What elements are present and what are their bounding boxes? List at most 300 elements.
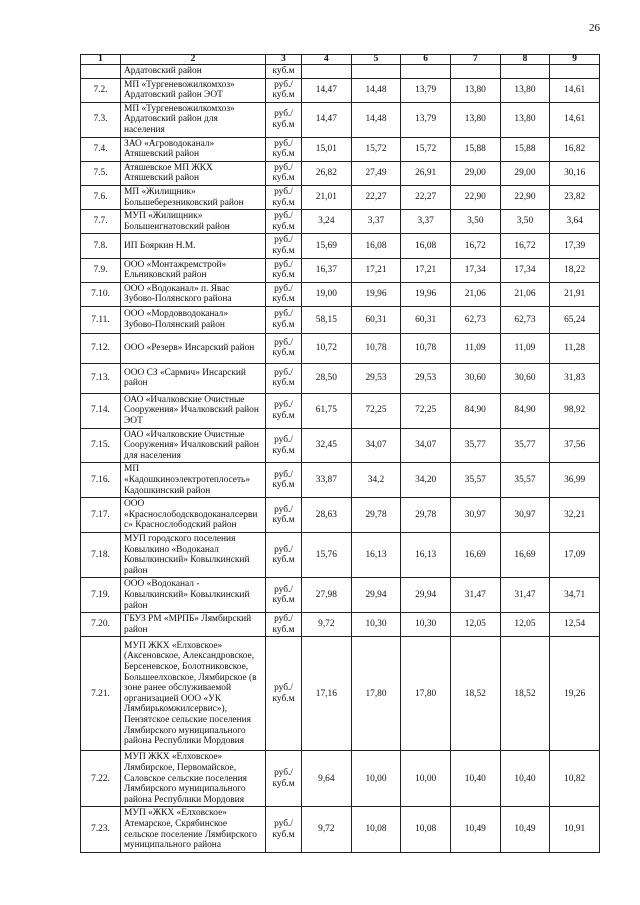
row-number-cell-text: 7.15. [91,440,110,451]
tariff-value-cell-text: 11,09 [464,343,486,354]
row-number-cell-text: 7.17. [91,509,110,520]
tariff-value-cell-text: 13,80 [464,84,486,95]
organization-cell [121,393,266,428]
tariff-value-cell-text: 14,47 [315,114,337,125]
tariff-value-cell [500,306,550,333]
tariff-value-cell-text: 10,72 [315,343,337,354]
tariff-value-cell [550,751,600,807]
tariff-value-cell [500,393,550,428]
row-number-cell [81,578,121,613]
tariff-value-cell-text: 62,73 [464,314,486,325]
table-row [81,363,600,393]
tariff-value-cell-text: 17,34 [464,264,486,275]
tariff-value-cell [450,498,500,533]
unit-cell [266,333,302,363]
row-number-cell [81,185,121,209]
tariff-value-cell-text: 13,79 [415,114,437,125]
tariff-value-cell [450,613,500,637]
tariff-value-cell [550,463,600,498]
unit-cell [266,533,302,578]
tariff-value-cell-text: 62,73 [514,314,536,325]
tariff-value-cell [450,393,500,428]
unit-cell [266,613,302,637]
table-row [81,533,600,578]
tariff-value-cell-text: 22,27 [365,192,387,203]
unit-cell [266,102,302,137]
row-number-cell-text: 7.10. [91,288,110,299]
row-number-cell-text: 7.7. [93,216,108,227]
tariff-value-cell [302,65,352,79]
row-number-cell [81,258,121,282]
tariff-value-cell [302,751,352,807]
unit-cell-text: руб./ куб.м [272,235,295,256]
tariff-value-cell-text: 28,50 [315,373,337,384]
row-number-cell-text: 7.14. [91,405,110,416]
table-row [81,65,600,79]
tariff-value-cell-text: 10,30 [365,619,387,630]
tariff-value-cell [450,102,500,137]
tariff-value-cell [401,533,451,578]
tariff-value-cell [302,393,352,428]
tariff-value-cell [302,637,352,751]
header-cell: 4 [302,55,352,65]
unit-cell [266,637,302,751]
tariff-value-cell-text: 10,30 [415,619,437,630]
tariff-value-cell [302,533,352,578]
tariff-value-cell-text: 60,31 [365,314,387,325]
tariff-value-cell-text: 36,99 [564,475,586,486]
tariff-value-cell [401,282,451,306]
tariff-value-cell [550,498,600,533]
tariff-value-cell [302,78,352,102]
tariff-value-cell-text: 10,49 [464,824,486,835]
table-row [81,306,600,333]
tariff-value-cell [302,185,352,209]
header-cell: 5 [351,55,401,65]
row-number-cell [81,498,121,533]
table-row [81,637,600,751]
tariff-value-cell-text: 18,52 [464,688,486,699]
tariff-value-cell [550,533,600,578]
tariff-value-cell-text: 72,25 [365,405,387,416]
table-row [81,333,600,363]
tariff-value-cell [401,463,451,498]
unit-cell-text: руб./ куб.м [272,259,295,281]
tariff-value-cell [351,234,401,258]
organization-cell [121,363,266,393]
tariff-value-cell [351,258,401,282]
tariff-value-cell [550,258,600,282]
tariff-value-cell-text: 16,72 [464,240,486,251]
tariff-value-cell-text: 98,92 [564,405,586,416]
tariff-value-cell-text: 35,77 [464,440,486,451]
tariff-value-cell [550,234,600,258]
tariff-value-cell-text: 61,75 [315,405,337,416]
header-cell: 9 [550,55,600,65]
unit-cell-text: руб./ куб.м [272,162,295,184]
tariff-value-cell-text: 34,07 [365,440,387,451]
organization-cell-text: МУП городского поселения Ковылкино «Водоканал Ковылкинский» Ковылкинский район [124,534,250,576]
organization-cell [121,463,266,498]
tariff-value-cell-text: 21,06 [514,288,536,299]
organization-cell-text: ЗАО «Агроводоканал» Атяшевский район [124,138,215,160]
unit-cell-text: руб./ куб.м [272,138,295,160]
tariff-value-cell [550,333,600,363]
row-number-cell [81,533,121,578]
tariff-value-cell-text: 29,00 [464,168,486,179]
tariff-value-cell-text: 17,16 [315,688,337,699]
organization-cell-text: ООО «Мордовводоканал» Зубово-Полянский район [124,309,229,330]
row-number-cell [81,333,121,363]
unit-cell [266,807,302,852]
tariff-value-cell-text: 16,69 [514,549,536,560]
tariff-value-cell [351,428,401,463]
header-cell: 3 [266,55,302,65]
tariff-value-cell [450,65,500,79]
unit-cell [266,428,302,463]
row-number-cell [81,210,121,234]
tariff-value-cell [401,428,451,463]
row-number-cell-text: 7.12. [91,343,110,354]
row-number-cell [81,751,121,807]
table-row [81,234,600,258]
organization-cell [121,637,266,751]
tariff-value-cell-text: 11,28 [564,343,586,354]
row-number-cell-text: 7.3. [93,114,108,125]
row-number-cell-text: 7.13. [91,373,110,384]
tariff-value-cell [351,637,401,751]
row-number-cell [81,234,121,258]
tariff-value-cell [550,78,600,102]
tariff-value-cell [302,282,352,306]
tariff-value-cell [550,185,600,209]
tariff-value-cell [500,137,550,161]
organization-cell [121,210,266,234]
unit-cell-text: руб./ куб.м [272,434,295,456]
tariff-value-cell-text: 16,13 [415,549,437,560]
tariff-value-cell [500,613,550,637]
tariff-value-cell-text: 13,80 [464,114,486,125]
tariff-value-cell [302,210,352,234]
organization-cell [121,282,266,306]
organization-cell-text: МУП «Жилищник» Большеигнатовский район [124,211,230,232]
tariff-value-cell [401,185,451,209]
tariff-value-cell [450,234,500,258]
tariff-value-cell [450,210,500,234]
tariff-value-cell-text: 22,27 [415,192,437,203]
tariff-value-cell-text: 23,82 [564,192,586,203]
tariff-value-cell-text: 14,61 [564,114,586,125]
tariff-value-cell-text: 34,07 [415,440,437,451]
tariff-value-cell [500,637,550,751]
tariff-value-cell [500,751,550,807]
tariff-value-cell-text: 29,53 [365,373,387,384]
row-number-cell-text: 7.23. [91,824,110,835]
tariff-value-cell [302,102,352,137]
unit-cell [266,751,302,807]
tariff-value-cell-text: 33,87 [315,475,337,486]
row-number-cell [81,637,121,751]
tariff-value-cell [550,102,600,137]
row-number-cell [81,613,121,637]
tariff-value-cell-text: 17,80 [365,688,387,699]
tariff-value-cell-text: 17,80 [415,688,437,699]
tariff-value-cell [351,613,401,637]
unit-cell-text: руб./ куб.м [272,504,295,526]
tariff-value-cell-text: 15,69 [315,240,337,251]
tariff-value-cell-text: 31,83 [564,373,586,384]
unit-cell-text: руб./ куб.м [272,283,295,305]
tariff-value-cell [500,102,550,137]
row-number-cell-text: 7.2. [93,84,108,95]
row-number-cell [81,282,121,306]
tariff-value-cell-text: 15,76 [315,549,337,560]
row-number-cell-text: 7.22. [91,773,110,784]
tariff-value-cell [450,578,500,613]
tariff-value-cell [500,185,550,209]
tariff-value-cell [401,65,451,79]
row-number-cell-text: 7.16. [91,475,110,486]
unit-cell [266,258,302,282]
tariff-value-cell [550,306,600,333]
organization-cell-text: ООО СЗ «Сармич» Инсарский район [124,367,246,389]
row-number-cell-text: 7.6. [93,192,108,203]
table-row [81,185,600,209]
unit-cell [266,137,302,161]
tariff-value-cell [302,363,352,393]
tariff-value-cell [550,428,600,463]
row-number-cell-text: 7.18. [91,549,110,560]
organization-cell-text: ООО «Резерв» Инсарский район [124,343,255,354]
tariff-value-cell [401,306,451,333]
tariff-value-cell [550,578,600,613]
tariff-value-cell [550,137,600,161]
organization-cell-text: ООО «Водоканал» п. Явас Зубово-Полянского района [124,283,232,305]
tariff-value-cell [351,333,401,363]
organization-cell [121,185,266,209]
unit-cell [266,393,302,428]
tariff-value-cell [351,185,401,209]
tariff-value-cell-text: 84,90 [464,405,486,416]
organization-cell [121,578,266,613]
tariff-value-cell-text: 15,72 [415,143,437,154]
tariff-value-cell-text: 65,24 [564,314,586,325]
row-number-cell-text: 7.5. [93,168,108,179]
row-number-cell [81,78,121,102]
tariff-value-cell-text: 16,08 [365,240,387,251]
tariff-value-cell [351,102,401,137]
tariff-value-cell [450,428,500,463]
row-number-cell [81,137,121,161]
tariff-value-cell [500,78,550,102]
tariff-value-cell [351,393,401,428]
tariff-value-cell-text: 21,06 [464,288,486,299]
tariff-value-cell-text: 9,72 [318,824,335,835]
unit-cell [266,65,302,79]
tariff-value-cell [401,234,451,258]
tariff-value-cell [302,161,352,185]
tariff-value-cell [401,613,451,637]
tariff-value-cell-text: 16,69 [464,549,486,560]
tariff-value-cell [401,751,451,807]
organization-cell-text: МУП ЖКХ «Елховское» (Аксеновское, Александровское, Берсеневское, Болотниковское, Большеелховское, Лямбирское (в зоне ранее обслуживаемой организацией ООО «УК Лямбирькомжилсервис»), Пензятское сельские поселения Лямбирского муниципального района Республики Мордовия [124,640,257,747]
tariff-value-cell [401,137,451,161]
tariff-value-cell-text: 34,2 [367,475,385,486]
tariff-value-cell-text: 29,94 [415,589,437,600]
tariff-value-cell [550,282,600,306]
tariff-value-cell [401,637,451,751]
unit-cell-text: руб./ куб.м [272,400,295,421]
tariff-value-cell-text: 15,01 [315,143,337,154]
tariff-value-cell [302,306,352,333]
tariff-value-cell [500,463,550,498]
tariff-value-cell [450,637,500,751]
unit-cell [266,363,302,393]
tariff-value-cell [351,751,401,807]
tariff-value-cell-text: 10,08 [365,824,387,835]
tariff-value-cell [500,65,550,79]
unit-cell-text: руб./ куб.м [272,337,295,359]
tariff-value-cell [351,533,401,578]
organization-cell [121,78,266,102]
tariff-value-cell [550,637,600,751]
tariff-value-cell [351,498,401,533]
table-row [81,393,600,428]
organization-cell [121,258,266,282]
header-cell: 8 [500,55,550,65]
organization-cell [121,807,266,852]
tariff-value-cell [450,463,500,498]
tariff-value-cell-text: 84,90 [514,405,536,416]
tariff-value-cell-text: 18,22 [564,264,586,275]
tariff-value-cell-text: 3,37 [367,216,385,227]
tariff-value-cell-text: 16,13 [365,549,387,560]
tariff-value-cell [500,363,550,393]
tariff-value-cell [401,498,451,533]
unit-cell-text: руб./ куб.м [272,544,295,566]
tariff-value-cell [302,258,352,282]
tariff-value-cell [401,807,451,852]
tariff-value-cell [401,333,451,363]
table-row [81,210,600,234]
tariff-value-cell-text: 3,24 [318,216,335,227]
tariff-value-cell [401,393,451,428]
tariff-value-cell-text: 26,82 [315,168,337,179]
unit-cell [266,185,302,209]
organization-cell-text: МП «Жилищник» Большеберезниковский район [124,186,244,208]
tariff-value-cell [302,234,352,258]
organization-cell [121,137,266,161]
tariff-value-cell-text: 31,47 [514,589,536,600]
tariff-value-cell [351,210,401,234]
tariff-value-cell-text: 13,80 [514,114,536,125]
tariff-value-cell-text: 17,39 [564,240,586,251]
tariff-value-cell-text: 19,96 [415,288,437,299]
unit-cell-text: руб./ куб.м [272,469,295,491]
tariff-value-cell-text: 32,45 [315,440,337,451]
header-cell: 6 [401,55,451,65]
tariff-value-cell-text: 58,15 [315,314,337,325]
unit-cell-text: руб./ куб.м [272,683,295,704]
tariff-value-cell [351,363,401,393]
organization-cell [121,498,266,533]
tariff-value-cell-text: 17,34 [514,264,536,275]
unit-cell-text: руб./ куб.м [272,309,295,330]
unit-cell [266,463,302,498]
tariff-value-cell-text: 26,91 [415,168,437,179]
tariff-value-cell-text: 21,01 [315,192,337,203]
table-row [81,282,600,306]
tariff-value-cell-text: 13,80 [514,84,536,95]
tariff-value-cell [401,78,451,102]
tariff-value-cell [401,102,451,137]
tariff-value-cell-text: 31,47 [464,589,486,600]
tariff-value-cell [500,498,550,533]
tariff-value-cell-text: 35,57 [514,475,536,486]
tariff-value-cell-text: 60,31 [415,314,437,325]
tariff-value-cell [500,234,550,258]
tariff-value-cell-text: 29,78 [415,509,437,520]
tariff-value-cell-text: 10,40 [464,773,486,784]
tariff-value-cell-text: 30,97 [514,509,536,520]
tariff-value-cell [500,533,550,578]
organization-cell [121,751,266,807]
tariff-value-cell-text: 29,78 [365,509,387,520]
unit-cell-text: руб./ куб.м [272,768,295,789]
unit-cell [266,161,302,185]
tariff-value-cell [500,282,550,306]
tariff-value-cell [550,65,600,79]
tariff-value-cell-text: 30,60 [514,373,536,384]
organization-cell-text: ООО «Монтажремстрой» Ельниковский район [124,259,227,281]
row-number-cell [81,393,121,428]
tariff-value-cell [401,578,451,613]
row-number-cell [81,807,121,852]
tariff-value-cell [550,161,600,185]
tariff-value-cell-text: 12,54 [564,619,586,630]
tariff-value-cell-text: 30,16 [564,168,586,179]
tariff-value-cell-text: 29,00 [514,168,536,179]
tariff-value-cell [450,363,500,393]
tariff-value-cell-text: 27,49 [365,168,387,179]
tariff-value-cell [500,258,550,282]
table-row [81,578,600,613]
tariff-value-cell [401,210,451,234]
tariff-value-cell [550,807,600,852]
tariff-value-cell-text: 30,97 [464,509,486,520]
tariff-value-cell [450,137,500,161]
tariff-value-cell-text: 37,56 [564,440,586,451]
row-number-cell-text: 7.9. [93,264,108,275]
organization-cell-text: МУП «ЖКХ «Елховское» Атемарское, Скрябинское сельское поселение Лямбирского муниципального района [124,808,257,851]
tariff-value-cell [550,363,600,393]
tariff-value-cell-text: 72,25 [415,405,437,416]
organization-cell [121,428,266,463]
tariff-value-cell-text: 14,61 [564,84,586,95]
organization-cell-text: Ардатовский район [124,66,202,76]
table-row [81,428,600,463]
tariff-value-cell [351,282,401,306]
unit-cell-text: руб./ куб.м [272,79,295,101]
unit-cell-text: руб./ куб.м [272,211,295,232]
organization-cell [121,306,266,333]
organization-cell-text: МП «Кадошкиноэлектротеплосеть» Кадошкинский район [124,464,251,496]
unit-cell [266,498,302,533]
table-row [81,498,600,533]
row-number-cell [81,306,121,333]
tariff-value-cell-text: 35,57 [464,475,486,486]
tariff-value-cell-text: 10,49 [514,824,536,835]
